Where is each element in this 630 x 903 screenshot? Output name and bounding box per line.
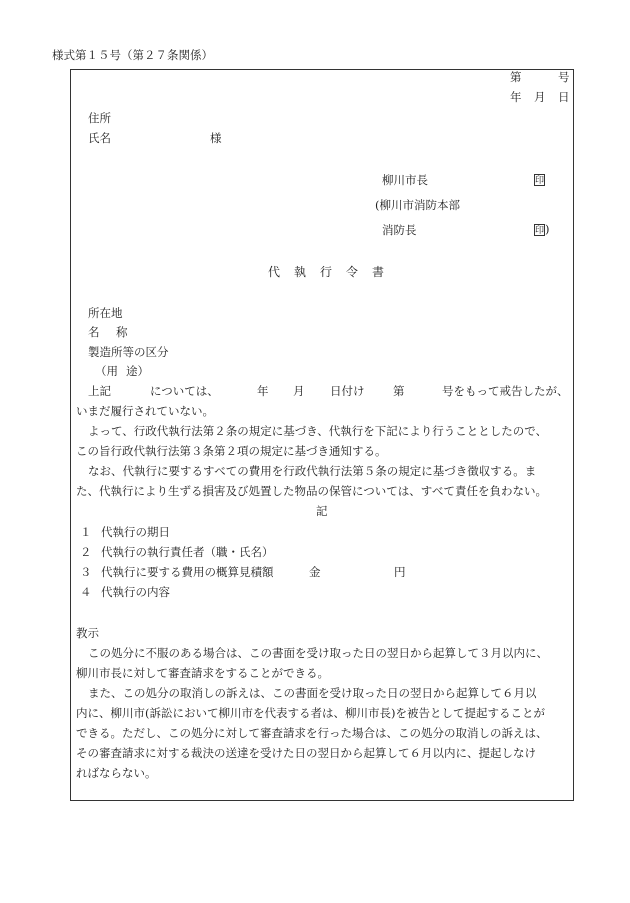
p1-e: 日付け xyxy=(330,384,365,398)
ki-marker: 記 xyxy=(316,504,328,518)
notice-line: 内に、柳川市(訴訟において柳川市を代表する者は、柳川市長)を被告として提起することが xyxy=(76,706,545,720)
honorific: 様 xyxy=(210,131,222,145)
issuer-fire-hq: (柳川市消防本部 xyxy=(375,198,460,212)
field-facility-class: 製造所等の区分 xyxy=(88,345,169,359)
notice-line: この処分に不服のある場合は、この書面を受け取った日の翌日から起算して３月以内に、 xyxy=(88,646,548,660)
item-4-text: 代執行の内容 xyxy=(101,585,170,599)
item-3-num: ３ xyxy=(80,565,92,579)
p2-line2: この旨行政代執行法第３条第２項の規定に基づき通知する。 xyxy=(76,444,387,458)
item-2-num: ２ xyxy=(80,545,92,559)
seal-close-paren: ) xyxy=(545,222,550,236)
p1-b: については、 xyxy=(150,384,219,398)
p1-a: 上記 xyxy=(88,384,111,398)
field-name-2: 称 xyxy=(116,325,128,339)
item-1-text: 代執行の期日 xyxy=(101,525,170,539)
number-prefix: 第 xyxy=(510,70,522,84)
p1-line2: いまだ履行されていない。 xyxy=(76,404,214,418)
seal-chief: 印 xyxy=(535,226,545,236)
p3-line1: なお、代執行に要するすべての費用を行政代執行法第５条の規定に基づき徴収する。ま xyxy=(88,464,537,478)
item-3-yen: 円 xyxy=(394,565,406,579)
notice-line: できる。ただし、この処分に対して審査請求を行った場合は、この処分の取消しの訴えは、 xyxy=(76,726,548,740)
issuer-fire-chief: 消防長 xyxy=(382,223,417,237)
name-label: 氏名 xyxy=(88,131,111,145)
p1-c: 年 xyxy=(257,384,269,398)
field-usage-open: （用 xyxy=(95,364,118,378)
p1-f: 第 xyxy=(393,384,405,398)
field-usage-close: 途） xyxy=(126,364,149,378)
notice-line: また、この処分の取消しの訴えは、この書面を受け取った日の翌日から起算して６月以 xyxy=(88,686,537,700)
seal-icon-mayor xyxy=(534,174,545,186)
issuer-mayor: 柳川市長 xyxy=(382,173,428,187)
field-location: 所在地 xyxy=(88,306,123,320)
item-3-kin: 金 xyxy=(309,565,321,579)
notice-line: 柳川市長に対して審査請求をすることができる。 xyxy=(76,666,329,680)
notice-heading: 教示 xyxy=(76,626,99,640)
item-2-text: 代執行の執行責任者（職・氏名） xyxy=(101,545,274,559)
p3-line2: た、代執行により生ずる損害及び処置した物品の保管については、すべて責任を負わない。 xyxy=(76,484,548,498)
p1-d: 月 xyxy=(293,384,305,398)
date-year: 年 xyxy=(510,90,522,104)
seal-icon-chief xyxy=(534,224,550,236)
date-month: 月 xyxy=(534,90,546,104)
field-name-1: 名 xyxy=(88,325,100,339)
p1-g: 号をもって戒告したが、 xyxy=(442,384,569,398)
notice-line: ればならない。 xyxy=(76,766,157,780)
item-4-num: ４ xyxy=(80,585,92,599)
document-title: 代執行令書 xyxy=(268,265,399,279)
number-suffix: 号 xyxy=(558,70,570,84)
p2-line1: よって、行政代執行法第２条の規定に基づき、代執行を下記により行うこととしたので、 xyxy=(88,424,548,438)
form-label: 様式第１５号（第２７条関係） xyxy=(52,48,213,62)
date-day: 日 xyxy=(558,90,570,104)
address-label: 住所 xyxy=(88,111,111,125)
notice-line: その審査請求に対する裁決の送達を受けた日の翌日から起算して６月以内に、提起しなけ xyxy=(76,746,536,760)
seal-mayor: 印 xyxy=(535,176,545,186)
item-3-text: 代執行に要する費用の概算見積額 xyxy=(101,565,274,579)
item-1-num: １ xyxy=(80,525,92,539)
